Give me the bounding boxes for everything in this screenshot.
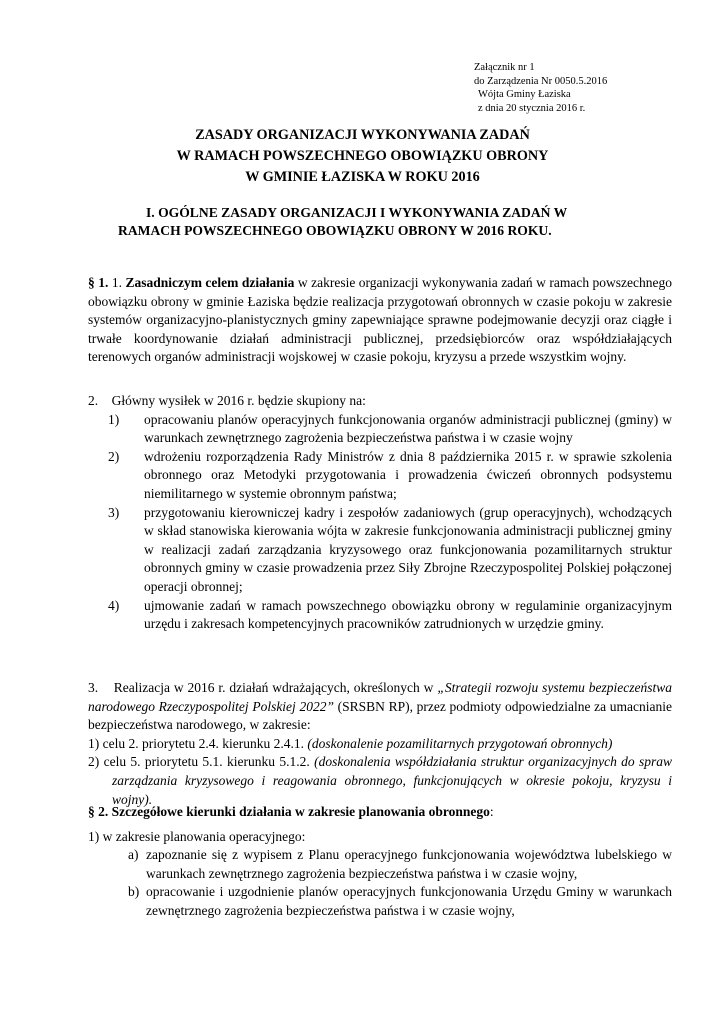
list-item-number: 1) [108,411,120,427]
section-2-heading-text: § 2. Szczegółowe kierunki działania w zakresie planowania obronnego [88,804,490,819]
annex-line: do Zarządzenia Nr 0050.5.2016 [474,75,608,87]
list-item-letter: a) [128,847,139,863]
paragraph-3-intro-text: 3. Realizacja w 2016 r. działań wdrażających, określonych w [88,680,434,695]
list-item-number: 3) [108,504,120,520]
document-title [90,125,635,188]
title-line: W GMINIE ŁAZISKA W ROKU 2016 [245,169,480,185]
title-line: W RAMACH POWSZECHNEGO OBOWIĄZKU OBRONY [176,148,549,164]
section-2 [88,803,672,921]
list-item-text: opracowaniu planów operacyjnych funkcjonowania organów administracji publicznej (gminy) w warunkach zewnętrznego zagrożenia bezpieczeństwa państwa i w czasie wojny [144,411,672,446]
list-item-text: przygotowaniu kierowniczej kadry i zespołów zadaniowych (grup operacyjnych), wchodzących w skład stanowiska kierowania wójta w zakresie funkcjonowania administracji publicznej gminy w realizacji zadań zarządzania kryzysowego oraz funkcjonowania pozamilitarnych struktur obronnych gminy w czasie prowadzenia przez Siły Zbrojne Rzeczypospolitej Polskiej połączonej operacji obronnej; [144,504,672,594]
list-item-text: opracowanie i uzgodnienie planów operacyjnych funkcjonowania Urzędu Gminy w warunkach zewnętrznego zagrożenia bezpieczeństwa państwa i w czasie wojny, [146,884,672,918]
paragraph-text: w zakresie organizacji wykonywania zadań w ramach powszechnego obowiązku obrony w gminie Łaziska będzie realizacja przygotowań obronnych w czasie pokoju w zakresie systemów organizacyjno-planistycznych gminy zapewniające sprawne podejmowanie decyzji oraz ciągłe i trwałe koordynowanie działań administracji publicznej, przedsiębiorców oraz współdziałających terenowych organów administracji wojskowej w czasie pokoju, kryzysu a przede wszystkim wojny. [88,275,673,365]
section-1-heading [118,204,608,240]
goal-item-label: 1) celu 2. priorytetu 2.4. kierunku 2.4.1. [88,735,304,751]
annex-header [474,61,607,115]
list-item-text: zapoznanie się z wypisem z Planu operacyjnego funkcjonowania województwa lubelskiego w warunkach zewnętrznego zagrożenia bezpieczeństwa państwa i w czasie wojny, [146,847,672,881]
paragraph-lead: Zasadniczym celem działania [125,275,295,290]
list-item [88,883,672,920]
list-item [88,411,672,448]
list-item-text: wdrożeniu rozporządzenia Rady Ministrów z dnia 8 października 2015 r. w sprawie szkolenia obronnego oraz Metodyki przygotowania i prowadzenia ćwiczeń obronnych podsystemu niemilitarnego w systemie obronnym państwa; [144,448,672,501]
title-line: ZASADY ORGANIZACJI WYKONYWANIA ZADAŃ [195,127,530,143]
goal-item [88,753,672,809]
paragraph-3 [88,679,672,809]
strategy-title: „Strategii rozwoju systemu bezpieczeństwa narodowego Rzeczypospolitej Polskiej 2022” [88,680,673,714]
goal-item-label: 2) celu 5. priorytetu 5.1. kierunku 5.1.2. [88,754,310,770]
list-item [88,504,672,597]
section-1-heading-line: I. OGÓLNE ZASADY ORGANIZACJI I WYKONYWANIA ZADAŃ W [146,205,568,220]
annex-line: Wójta Gminy Łaziska [478,89,571,100]
list-item [88,597,672,634]
paragraph-sign: § 1. [88,275,109,290]
paragraph-3-intro [88,679,672,735]
list-item-text: ujmowanie zadań w ramach powszechnego obowiązku obrony w regulaminie organizacyjnym urzędu i zakresach kompetencyjnych pracowników zatrudnionych w urzędzie gminy. [144,597,672,632]
annex-line: z dnia 20 stycznia 2016 r. [478,102,586,114]
goal-item [88,735,672,754]
section-2-heading [88,803,672,822]
section-2-heading-colon: : [489,804,494,819]
annex-line: Załącznik nr 1 [474,62,535,73]
list-item [88,846,672,883]
section-1-heading-line: RAMACH POWSZECHNEGO OBOWIĄZKU OBRONY W 2016 ROKU. [118,223,552,238]
paragraph-1 [88,274,672,367]
paragraph-2 [88,392,672,634]
goal-item-description: (doskonalenia współdziałania struktur organizacyjnych do spraw zarządzania kryzysowego i reagowania obronnego, funkcjonujących w okresie pokoju, kryzysu i wojny). [112,754,672,807]
list-item-number: 2) [108,448,120,464]
paragraph-number: 1. [111,275,122,290]
list-item-letter: b) [128,884,140,900]
goal-item-description: (doskonalenie pozamilitarnych przygotowań obronnych) [307,735,613,751]
paragraph-3-rest: (SRSBN RP), przez podmioty odpowiedzialne za umacnianie bezpieczeństwa narodowego, w zakresie: [88,698,672,733]
list-item [88,448,672,504]
paragraph-2-intro: 2. Główny wysiłek w 2016 r. będzie skupiony na: [88,393,366,408]
section-2-subheading: 1) w zakresie planowania operacyjnego: [88,828,306,844]
list-item-number: 4) [108,597,120,613]
